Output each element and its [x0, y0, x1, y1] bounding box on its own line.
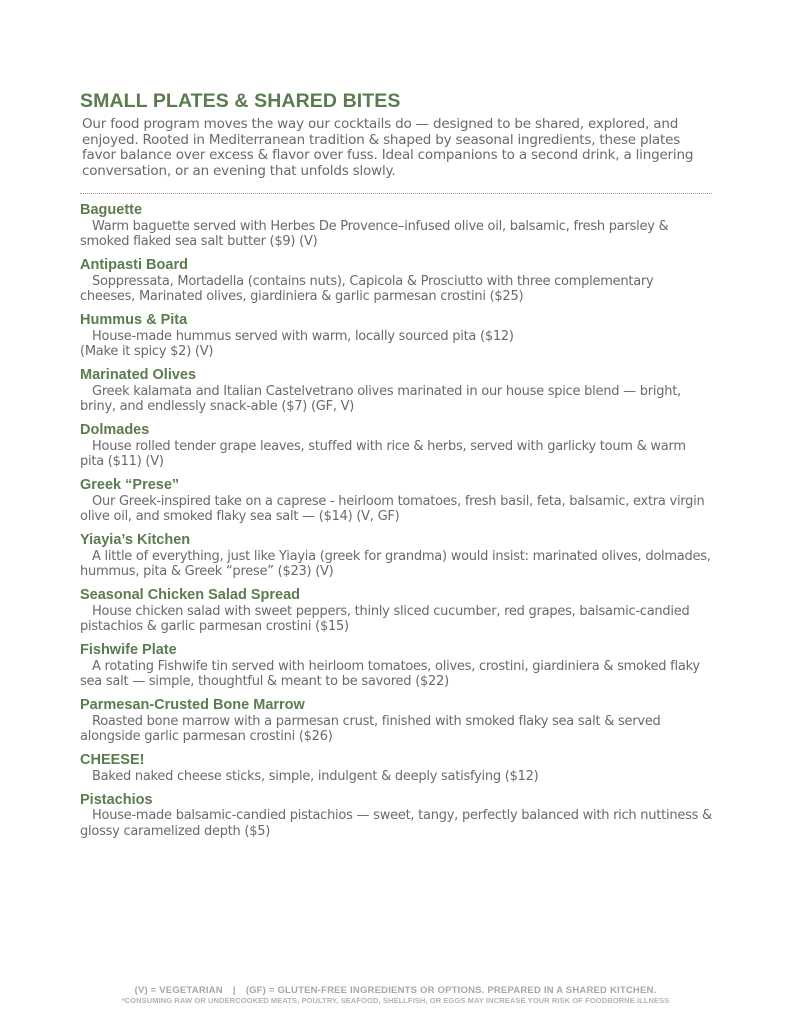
item-name: Hummus & Pita	[80, 312, 188, 328]
item-name: Pistachios	[80, 791, 153, 808]
item-description: Soppressata, Mortadella (contains nuts), Capicola & Prosciutto with three complementary cheeses, Marinated olives, giardiniera & garlic parmesan crostini ($25)	[80, 273, 654, 304]
menu-item-antipasti-board	[80, 258, 712, 305]
menu-item-bone-marrow	[80, 698, 712, 745]
menu-item-baguette	[80, 203, 712, 250]
item-name: Antipasti Board	[80, 257, 188, 273]
menu-item-fishwife-plate	[80, 643, 712, 690]
item-description: House chicken salad with sweet peppers, thinly sliced cucumber, red grapes, balsamic-candied pistachios & garlic parmesan crostini ($15)	[80, 603, 690, 634]
item-description: A little of everything, just like Yiayia (greek for grandma) would insist: marinated olives, dolmades, hummus, pita & Greek “prese” ($23) (V)	[80, 548, 711, 579]
item-name: Seasonal Chicken Salad Spread	[80, 587, 301, 603]
item-name: Greek “Prese”	[80, 477, 180, 493]
item-description: House-made balsamic-candied pistachios — sweet, tangy, perfectly balanced with rich nuttiness & glossy caramelized depth ($5)	[80, 808, 712, 839]
menu-item-pistachios	[80, 793, 712, 840]
item-name: Fishwife Plate	[80, 642, 177, 658]
item-description: House rolled tender grape leaves, stuffed with rice & herbs, served with garlicky toum & warm pita ($11) (V)	[80, 438, 686, 469]
legend-separator: |	[232, 985, 236, 996]
vegetarian-legend: (V) = VEGETARIAN	[134, 985, 223, 996]
menu-footer	[0, 985, 791, 1006]
section-intro: Our food program moves the way our cocktails do — designed to be shared, explored, and enjoyed. Rooted in Mediterranean tradition & shaped by seasonal ingredients, these plates favor balance over excess & flavor over fuss. Ideal companions to a second drink, a lingering conversation, or an evening that unfolds slowly.	[82, 116, 694, 179]
item-name: Baguette	[80, 202, 143, 218]
item-name: Yiayia’s Kitchen	[80, 532, 191, 548]
item-description: Baked naked cheese sticks, simple, indulgent & deeply satisfying ($12)	[92, 768, 539, 784]
menu-page	[80, 90, 712, 848]
item-name: Dolmades	[80, 422, 150, 438]
menu-item-greek-prese	[80, 478, 712, 525]
menu-item-hummus-pita	[80, 313, 712, 360]
item-description-main: House-made hummus served with warm, locally sourced pita ($12)	[92, 328, 514, 344]
item-description	[80, 329, 712, 360]
item-description: Greek kalamata and Italian Castelvetrano olives marinated in our house spice blend — bright, briny, and endlessly snack-able ($7) (GF, V)	[80, 383, 681, 414]
dietary-legend	[0, 985, 791, 996]
menu-item-dolmades	[80, 423, 712, 470]
menu-item-cheese	[80, 753, 712, 784]
item-description: Warm baguette served with Herbes De Provence–infused olive oil, balsamic, fresh parsley & smoked flaked sea salt butter ($9) (V)	[80, 218, 669, 249]
item-description: Our Greek-inspired take on a caprese - heirloom tomatoes, fresh basil, feta, balsamic, extra virgin olive oil, and smoked flaky sea salt — ($14) (V, GF)	[80, 493, 705, 524]
item-name: CHEESE!	[80, 752, 145, 768]
item-description-extra: (Make it spicy $2) (V)	[80, 344, 214, 359]
item-name: Parmesan-Crusted Bone Marrow	[80, 697, 305, 713]
item-name: Marinated Olives	[80, 367, 197, 383]
item-description: A rotating Fishwife tin served with heirloom tomatoes, olives, crostini, giardiniera & smoked flaky sea salt — simple, thoughtful & meant to be savored ($22)	[80, 658, 700, 689]
menu-list	[80, 203, 712, 839]
section-title: SMALL PLATES & SHARED BITES	[80, 90, 401, 112]
dotted-divider	[80, 193, 712, 194]
menu-item-chicken-salad-spread	[80, 588, 712, 635]
menu-item-marinated-olives	[80, 368, 712, 415]
menu-item-yiayias-kitchen	[80, 533, 712, 580]
item-description: Roasted bone marrow with a parmesan crust, finished with smoked flaky sea salt & served alongside garlic parmesan crostini ($26)	[80, 713, 661, 744]
gluten-free-legend: (GF) = GLUTEN-FREE INGREDIENTS OR OPTIONS. PREPARED IN A SHARED KITCHEN.	[245, 985, 657, 996]
food-safety-disclaimer: *CONSUMING RAW OR UNDERCOOKED MEATS, POULTRY, SEAFOOD, SHELLFISH, OR EGGS MAY INCREASE YOUR RISK OF FOODBORNE ILLNESS	[121, 996, 670, 1005]
